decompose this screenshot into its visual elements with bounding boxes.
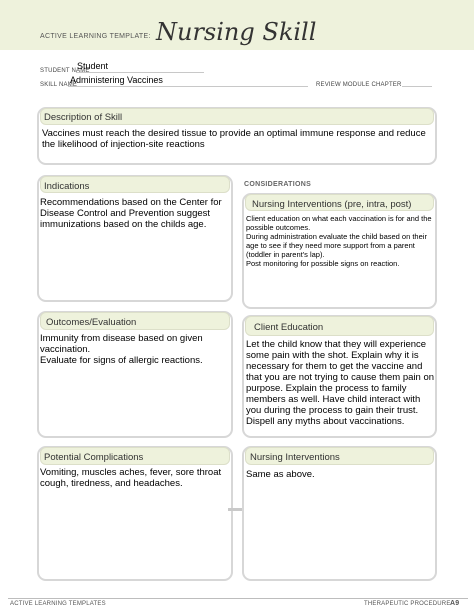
nursing-interventions-text[interactable]: Same as above. [246, 469, 315, 480]
template-title: Nursing Skill [156, 18, 317, 46]
skill-name-label: SKILL NAME [40, 82, 78, 88]
indications-title: Indications [44, 181, 90, 192]
skill-name-value[interactable]: Administering Vaccines [70, 75, 163, 85]
footer-left: ACTIVE LEARNING TEMPLATES [10, 601, 106, 607]
review-module-label: REVIEW MODULE CHAPTER [316, 82, 402, 88]
indications-text[interactable]: Recommendations based on the Center for Disease Control and Prevention suggest immunizations based on the childs age. [40, 197, 222, 230]
complications-title: Potential Complications [44, 452, 144, 463]
nursing-interventions-pre-title: Nursing Interventions (pre, intra, post) [252, 199, 412, 210]
considerations-heading: CONSIDERATIONS [244, 181, 312, 188]
skill-name-line [68, 86, 308, 87]
description-title: Description of Skill [44, 112, 123, 123]
client-education-text[interactable]: Let the child know that they will experience some pain with the shot. Explain why it is necessary for them to get the vaccine and that you are not trying to cause them pain on purpose. Explain the process to family members as well. Have child interact with you during the process to gain their trust. Dispell any myths about vaccinations. [246, 339, 435, 427]
review-module-line [402, 86, 432, 87]
indications-card [37, 175, 233, 302]
description-text[interactable]: Vaccines must reach the desired tissue to provide an optimal immune response and reduce the likelihood of injection-site reactions [42, 128, 426, 150]
complications-text[interactable]: Vomiting, muscles aches, fever, sore throat cough, tiredness, and headaches. [40, 467, 222, 489]
nursing-interventions-card [242, 446, 437, 581]
footer-page: A9 [450, 600, 460, 607]
template-prefix: ACTIVE LEARNING TEMPLATE: [40, 33, 151, 40]
footer-divider [8, 598, 468, 599]
footer-right: THERAPEUTIC PROCEDURE [364, 601, 451, 607]
nursing-interventions-title: Nursing Interventions [250, 452, 340, 463]
student-name-label: STUDENT NAME [40, 68, 90, 74]
student-name-line [76, 72, 204, 73]
outcomes-text[interactable]: Immunity from disease based on given vaccination. Evaluate for signs of allergic reactions. [40, 333, 203, 366]
student-name-value[interactable]: Student [77, 61, 109, 71]
client-education-title: Client Education [254, 322, 324, 333]
nursing-interventions-pre-text[interactable]: Client education on what each vaccination is for and the possible outcomes. During administration evaluate the child based on their age to see if they need more support from a parent (toddler in parent's lap). Post monitoring for possible signs on reaction. [246, 214, 432, 268]
outcomes-title: Outcomes/Evaluation [46, 317, 137, 328]
outcomes-card [37, 311, 233, 438]
